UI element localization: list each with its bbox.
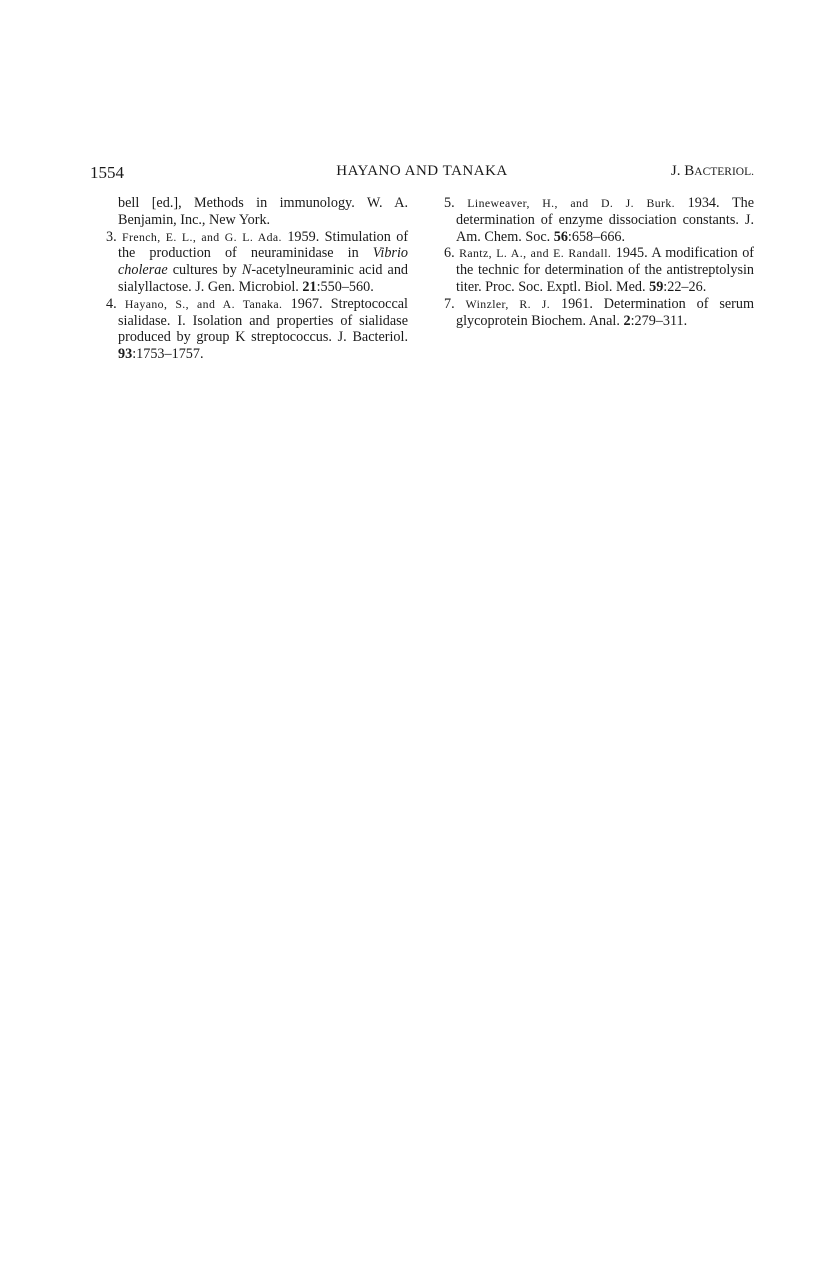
reference-title-italic: Vibrio cholerae bbox=[118, 245, 408, 279]
reference-year: 1967. bbox=[290, 295, 323, 312]
reference-number: 4. bbox=[106, 295, 117, 312]
reference-volume: 59 bbox=[649, 278, 664, 295]
reference-year: 1945. bbox=[615, 245, 648, 262]
reference-title: Stimulation of the production of neuraminidase in bbox=[118, 228, 409, 262]
reference-volume: 2 bbox=[623, 312, 631, 329]
reference-4 bbox=[90, 296, 408, 363]
reference-number: 7. bbox=[444, 295, 455, 312]
reference-volume: 56 bbox=[553, 228, 568, 245]
reference-volume: 21 bbox=[302, 278, 317, 295]
reference-pages: :1753–1757. bbox=[132, 346, 204, 363]
reference-authors: Rantz, L. A., and E. Randall. bbox=[459, 246, 612, 261]
reference-authors: Winzler, R. J. bbox=[465, 296, 551, 311]
reference-year: 1934. bbox=[687, 195, 720, 211]
reference-title: Determination of serum glycoprotein Biochem. Anal. bbox=[456, 295, 754, 329]
reference-pages: :550–560. bbox=[316, 278, 374, 295]
reference-authors: Hayano, S., and A. Tanaka. bbox=[124, 296, 283, 311]
running-title: HAYANO AND TANAKA bbox=[336, 163, 508, 179]
reference-continuation: bell [ed.], Methods in immunology. W. A. Benjamin, Inc., New York. bbox=[118, 195, 408, 228]
reference-authors: French, E. L., and G. L. Ada. bbox=[122, 229, 282, 244]
reference-7 bbox=[428, 296, 754, 330]
reference-number: 5. bbox=[444, 195, 455, 211]
reference-title: cultures by bbox=[172, 262, 237, 279]
reference-5 bbox=[428, 195, 754, 245]
reference-pages: :22–26. bbox=[663, 278, 707, 295]
reference-title: A modification of the technic for determination of the antistreptolysin titer. Proc. Soc. Exptl. Biol. Med. bbox=[456, 245, 755, 295]
reference-title: The determination of enzyme dissociation constants. J. Am. Chem. Soc. bbox=[456, 195, 754, 245]
reference-pages: :279–311. bbox=[630, 312, 688, 329]
reference-title: -acetylneuraminic acid and sialyllactose. J. Gen. Microbiol. bbox=[118, 262, 409, 295]
reference-title-italic: N bbox=[241, 262, 252, 279]
references-right-column bbox=[428, 195, 754, 329]
reference-6 bbox=[428, 245, 754, 295]
reference-pages: :658–666. bbox=[567, 228, 626, 245]
reference-year: 1961. bbox=[560, 295, 593, 312]
journal-name bbox=[671, 163, 754, 180]
page-number: 1554 bbox=[90, 163, 124, 182]
reference-volume: 93 bbox=[118, 346, 133, 363]
journal-rest: ACTERIOL. bbox=[694, 166, 754, 178]
reference-3 bbox=[90, 229, 408, 296]
reference-year: 1959. bbox=[287, 228, 320, 245]
references-left-column bbox=[90, 195, 408, 363]
reference-number: 3. bbox=[106, 228, 117, 245]
reference-authors: Lineweaver, H., and D. J. Burk. bbox=[467, 196, 675, 210]
page-header bbox=[90, 163, 754, 187]
reference-number: 6. bbox=[444, 245, 455, 262]
journal-initial: J. B bbox=[670, 163, 695, 179]
reference-title: Streptococcal sialidase. I. Isolation and properties of sialidase produced by group K streptococcus. J. Bacteriol. bbox=[118, 295, 408, 346]
